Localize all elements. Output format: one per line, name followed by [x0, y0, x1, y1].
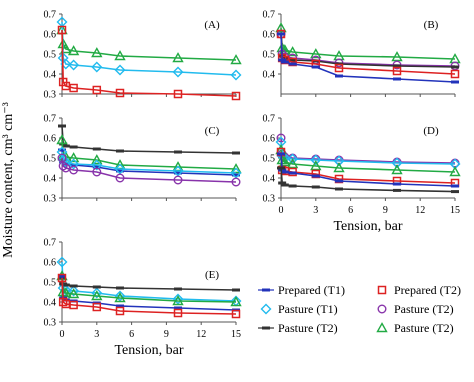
chart-panel [44, 114, 241, 205]
y-tick-label: 0.7 [262, 113, 275, 125]
legend-marker [378, 324, 387, 332]
y-tick-label: 0.4 [43, 69, 56, 81]
y-tick-label: 0.5 [262, 153, 275, 165]
y-tick-label: 0.6 [262, 29, 275, 41]
y-tick-label: 0.6 [43, 29, 56, 41]
y-tick-label: 0.4 [262, 69, 275, 81]
panel-label: (A) [204, 19, 220, 31]
x-axis-label: Tension, bar [114, 343, 184, 358]
series-line [62, 152, 236, 173]
panel-label: (B) [423, 19, 439, 31]
x-tick-label: 6 [348, 205, 354, 216]
chart-panel [263, 114, 461, 235]
x-tick-label: 12 [196, 329, 207, 340]
legend-label: Pasture (T2) [394, 321, 454, 335]
series-line [62, 30, 236, 96]
y-tick-label: 0.4 [43, 173, 56, 185]
x-tick-label: 6 [129, 329, 135, 340]
x-tick-label: 0 [59, 329, 65, 340]
legend-label: Prepared (T1) [278, 283, 345, 297]
y-tick-label: 0.4 [262, 173, 275, 185]
chart-panel [44, 238, 242, 359]
legend-marker [379, 287, 386, 294]
legend-label: Pasture (T1) [278, 302, 338, 316]
panel-label: (D) [423, 125, 439, 137]
y-tick-label: 0.5 [43, 49, 56, 61]
x-axis-label: Tension, bar [333, 219, 403, 234]
x-tick-label: 0 [278, 205, 284, 216]
y-tick-label: 0.5 [43, 153, 56, 165]
y-tick-label: 0.7 [43, 237, 56, 249]
panel-label: (E) [204, 269, 220, 281]
legend-label: Pasture (T2) [394, 302, 454, 316]
y-tick-label: 0.3 [43, 317, 56, 329]
panel-label: (C) [204, 125, 220, 137]
y-tick-label: 0.3 [43, 89, 56, 101]
legend-marker [378, 305, 386, 313]
y-tick-label: 0.6 [262, 133, 275, 145]
y-tick-label: 0.7 [43, 9, 56, 21]
x-tick-label: 15 [450, 205, 460, 216]
legend [258, 283, 461, 335]
x-tick-label: 3 [313, 205, 319, 216]
x-tick-label: 9 [163, 329, 169, 340]
legend-marker [262, 305, 271, 314]
series-line [281, 28, 455, 59]
chart-panel [263, 10, 460, 98]
y-axis-label: Moisture content, cm³ cm⁻³ [1, 102, 16, 258]
x-tick-label: 9 [382, 205, 388, 216]
series-line [281, 152, 455, 183]
x-tick-label: 12 [415, 205, 426, 216]
series-line [281, 34, 455, 67]
legend-label: Prepared (T2) [394, 283, 461, 297]
chart-panel [44, 10, 241, 101]
x-tick-label: 15 [231, 329, 241, 340]
y-tick-label: 0.5 [43, 277, 56, 289]
y-tick-label: 0.7 [43, 113, 56, 125]
y-tick-label: 0.7 [262, 9, 275, 21]
y-tick-label: 0.4 [43, 297, 56, 309]
y-tick-label: 0.5 [262, 49, 275, 61]
x-tick-label: 3 [94, 329, 100, 340]
y-tick-label: 0.3 [43, 193, 56, 205]
series-line [62, 30, 236, 60]
y-tick-label: 0.3 [262, 193, 275, 205]
legend-label: Pasture (T2) [278, 321, 338, 335]
y-tick-label: 0.6 [43, 257, 56, 269]
y-tick-label: 0.6 [43, 133, 56, 145]
